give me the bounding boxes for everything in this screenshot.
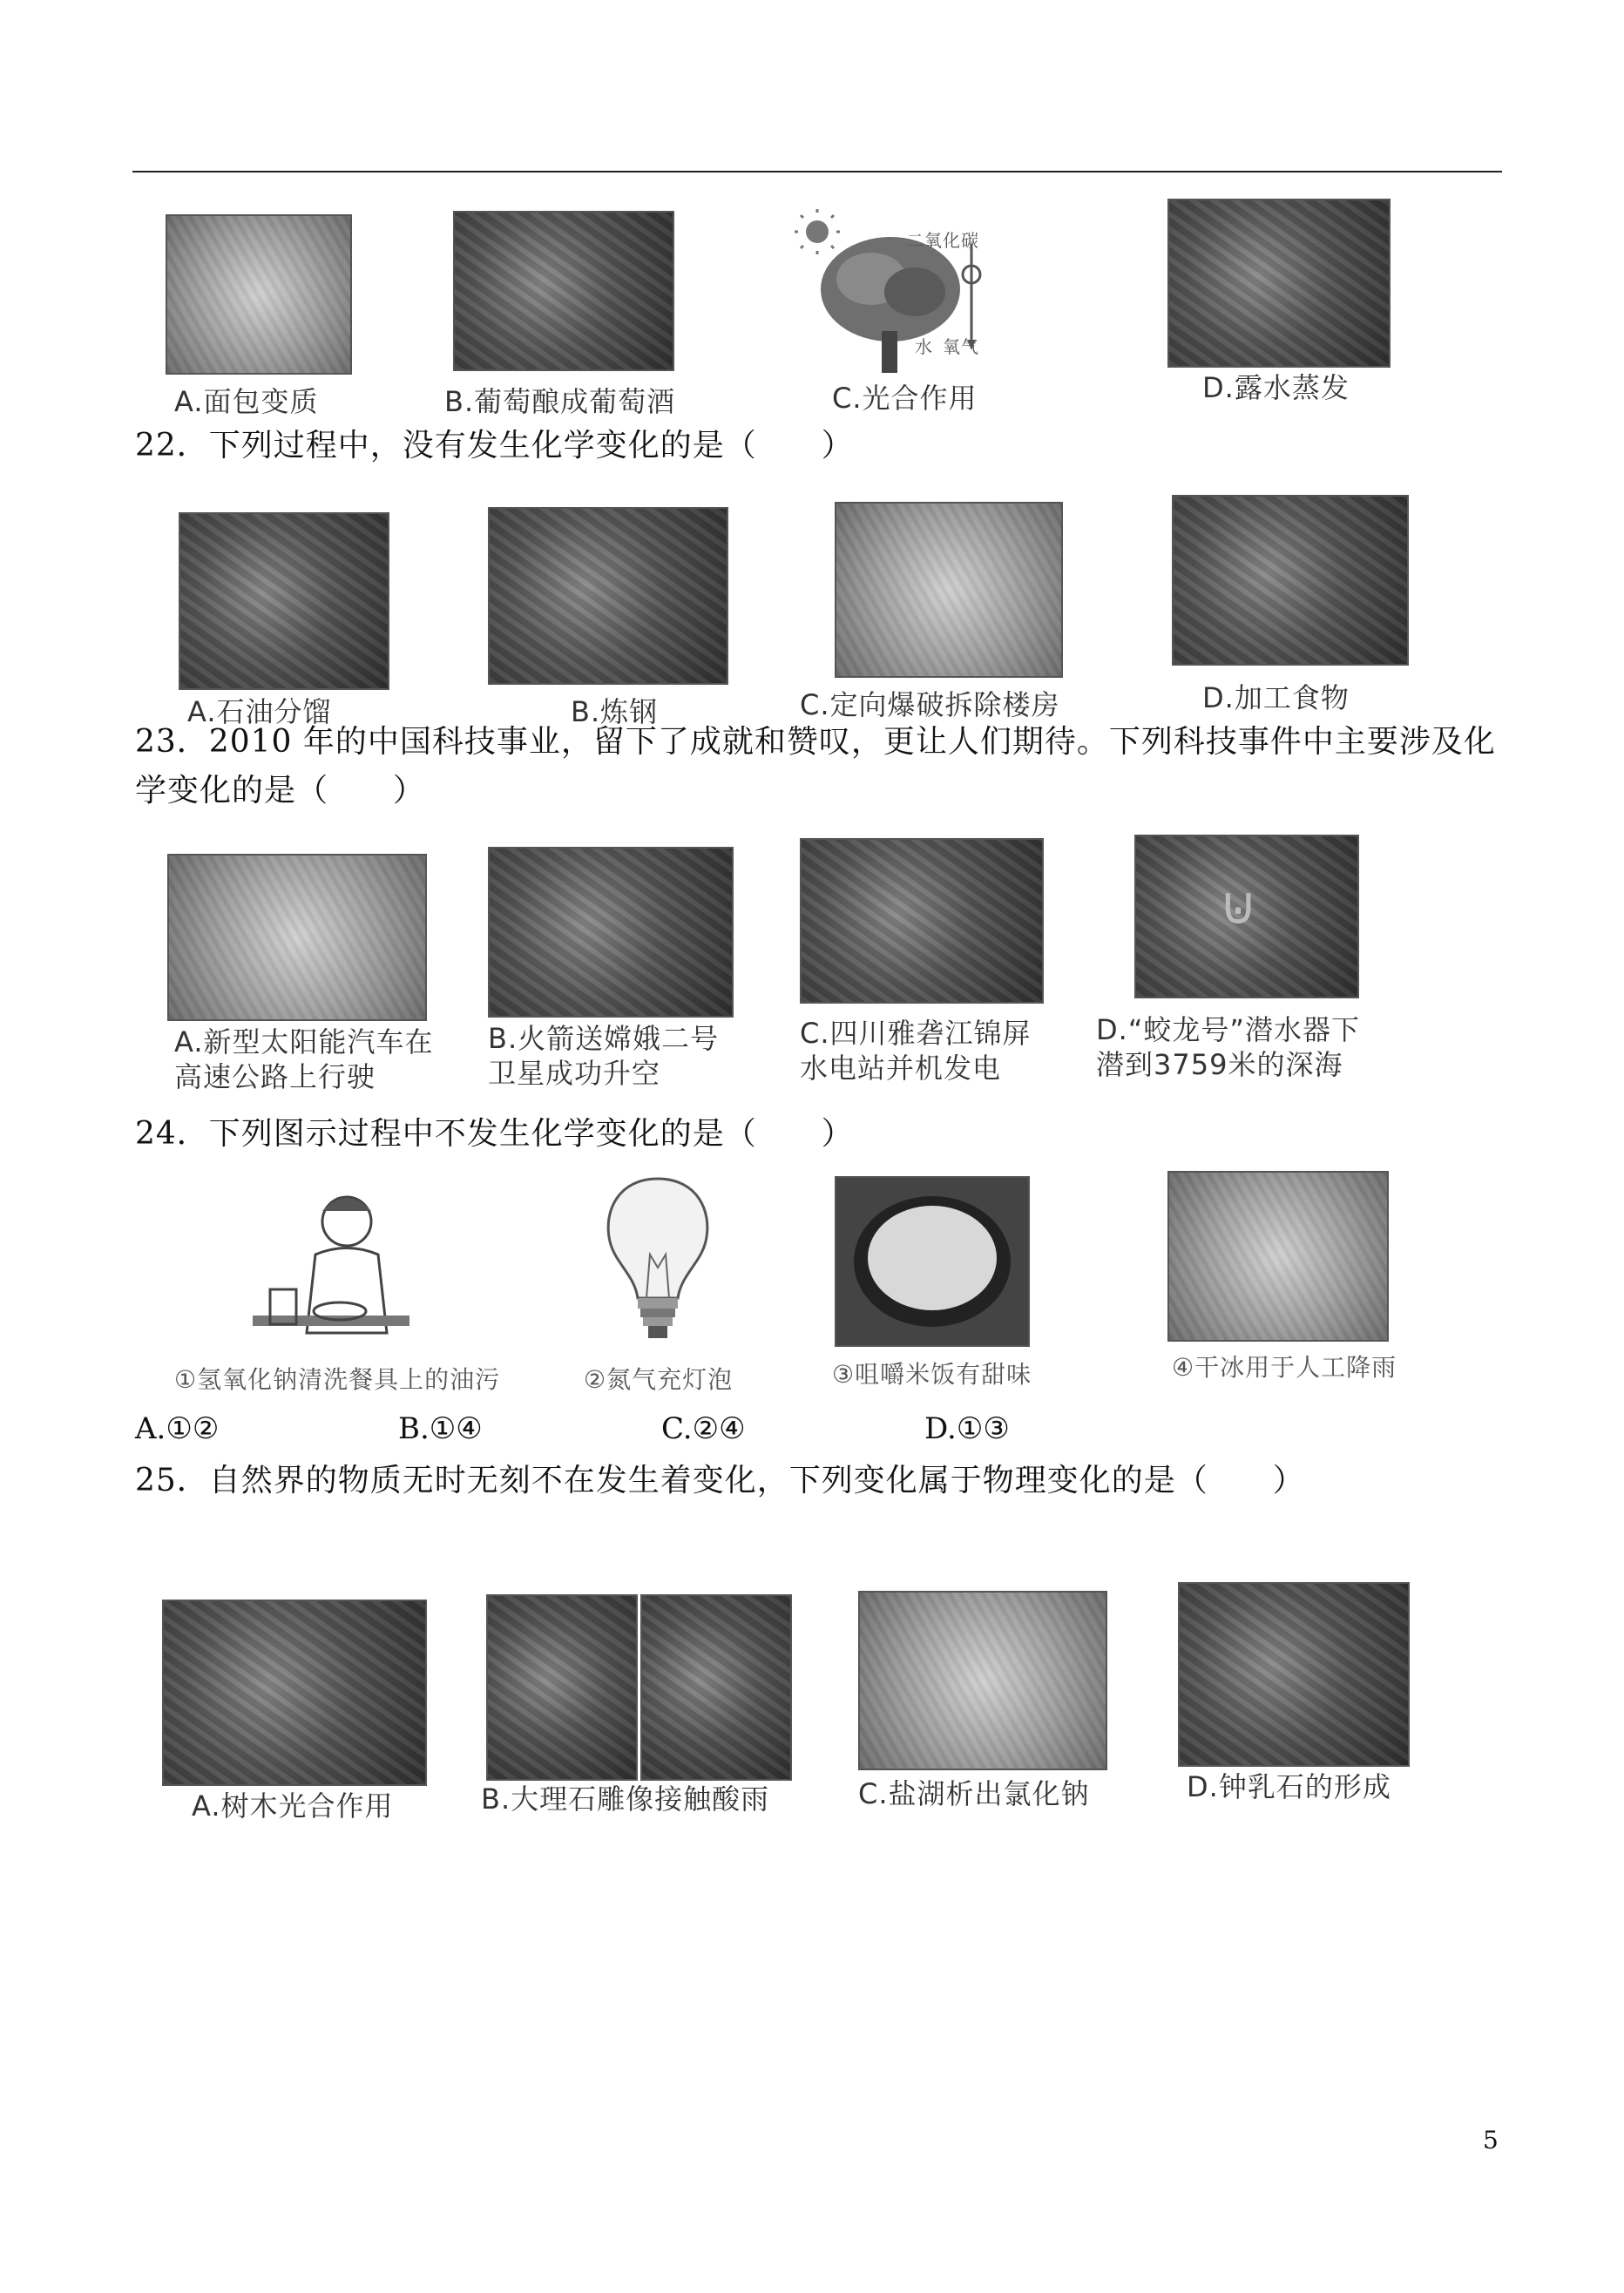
q24-caption-2: ②氮气充灯泡 bbox=[584, 1365, 734, 1394]
diagram-label-water: 水 bbox=[915, 336, 933, 357]
photo-marble-statue-left bbox=[486, 1594, 638, 1781]
header-rule bbox=[132, 171, 1502, 172]
q25-caption-a: A.树木光合作用 bbox=[192, 1789, 394, 1823]
q23-text-line2: 学变化的是（ ） bbox=[135, 773, 426, 808]
photo-submersible bbox=[1134, 835, 1359, 998]
q22-text: 22．下列过程中，没有发生化学变化的是（ ） bbox=[135, 428, 854, 463]
q24-options bbox=[135, 1411, 1010, 1455]
q22-caption-d: D.加工食物 bbox=[1202, 681, 1350, 714]
q21-caption-c: C.光合作用 bbox=[832, 382, 978, 415]
diagram-label-oxygen: 氧气 bbox=[943, 336, 979, 357]
illustration-light-bulb bbox=[592, 1172, 723, 1346]
q22-caption-c: C.定向爆破拆除楼房 bbox=[800, 688, 1060, 721]
q21-caption-a: A.面包变质 bbox=[174, 385, 319, 418]
photo-steelmaking bbox=[488, 507, 728, 685]
q24-option-c: C.②④ bbox=[661, 1411, 746, 1446]
photo-tree-photosynthesis bbox=[162, 1600, 427, 1786]
q23-text-line1: 23．2010 年的中国科技事业，留下了成就和赞叹，更让人们期待。下列科技事件中主要涉及化 bbox=[135, 724, 1496, 760]
photo-building-demolition bbox=[835, 502, 1063, 678]
q23-caption-d: D.“蛟龙号”潜水器下 潜到3759米的深海 bbox=[1096, 1013, 1360, 1081]
photo-food-processing bbox=[1172, 495, 1409, 666]
illustration-washing-dishes bbox=[244, 1185, 418, 1359]
q25-caption-d: D.钟乳石的形成 bbox=[1187, 1770, 1391, 1803]
photo-hydropower-dam bbox=[800, 838, 1044, 1004]
photo-marble-statue-right bbox=[640, 1594, 792, 1781]
photo-grape-wine bbox=[453, 211, 674, 371]
q24-option-d: D.①③ bbox=[924, 1411, 1010, 1446]
q23-caption-c: C.四川雅砻江锦屏 水电站并机发电 bbox=[800, 1017, 1032, 1085]
photo-dew-evaporation bbox=[1167, 199, 1391, 368]
page-number: 5 bbox=[1483, 2126, 1499, 2154]
q24-option-a: A.①② bbox=[135, 1411, 220, 1446]
submersible-icon: ⊍ bbox=[1219, 876, 1257, 937]
diagram-label-co2: 二氧化碳 bbox=[906, 230, 979, 251]
photo-bread-spoiling bbox=[166, 214, 352, 375]
person-washing-icon bbox=[244, 1185, 418, 1359]
q21-caption-d: D.露水蒸发 bbox=[1202, 371, 1350, 404]
q24-caption-3: ③咀嚼米饭有甜味 bbox=[832, 1360, 1032, 1389]
rice-bowl-icon bbox=[836, 1178, 1028, 1345]
q25-caption-c: C.盐湖析出氯化钠 bbox=[858, 1777, 1090, 1810]
q23-caption-b: B.火箭送嫦娥二号 卫星成功升空 bbox=[488, 1022, 720, 1090]
light-bulb-icon bbox=[592, 1172, 723, 1346]
photo-stalactites bbox=[1178, 1582, 1410, 1767]
photo-oil-distillation bbox=[179, 512, 389, 690]
q22-caption-a: A.石油分馏 bbox=[187, 695, 332, 728]
photo-rice-bowl bbox=[835, 1176, 1030, 1347]
q25-text: 25．自然界的物质无时无刻不在发生着变化，下列变化属于物理变化的是（ ） bbox=[135, 1463, 1305, 1498]
q24-text: 24．下列图示过程中不发生化学变化的是（ ） bbox=[135, 1116, 854, 1152]
q22-caption-b: B.炼钢 bbox=[571, 695, 659, 728]
q21-caption-b: B.葡萄酿成葡萄酒 bbox=[444, 385, 676, 418]
q23-caption-a: A.新型太阳能汽车在 高速公路上行驶 bbox=[174, 1025, 434, 1093]
photo-solar-car bbox=[167, 854, 427, 1021]
photo-salt-lake bbox=[858, 1591, 1107, 1770]
q25-caption-b: B.大理石雕像接触酸雨 bbox=[481, 1782, 770, 1816]
q24-caption-4: ④干冰用于人工降雨 bbox=[1172, 1353, 1397, 1382]
photo-artificial-rain bbox=[1167, 1171, 1389, 1342]
q24-caption-1: ①氢氧化钠清洗餐具上的油污 bbox=[174, 1365, 501, 1394]
q24-option-b: B.①④ bbox=[398, 1411, 483, 1446]
photo-rocket-launch bbox=[488, 847, 734, 1018]
photosynthesis-diagram bbox=[793, 209, 1002, 375]
